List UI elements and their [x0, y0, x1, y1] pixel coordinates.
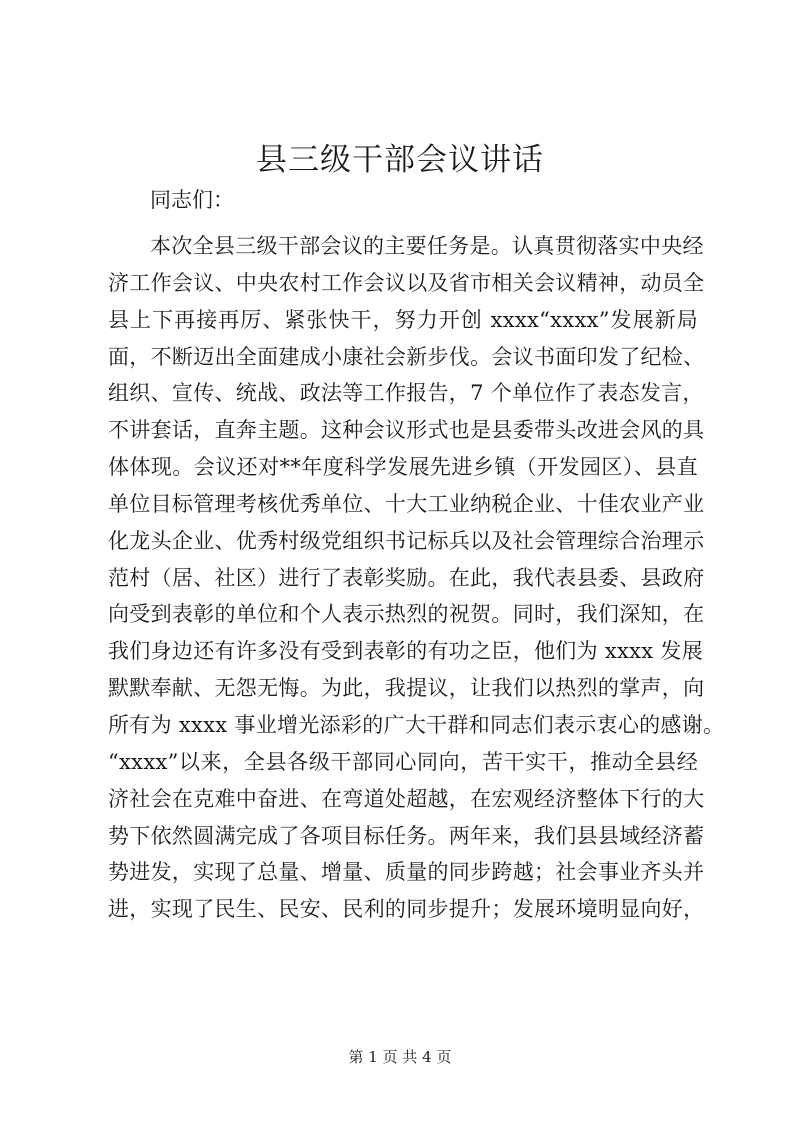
body-line: 本次全县三级干部会议的主要任务是。认真贯彻落实中央经 — [150, 234, 704, 258]
body-line: 范村（居、社区）进行了表彰奖励。在此，我代表县委、县政府 — [108, 565, 705, 590]
body-line: 势下依然圆满完成了各项目标任务。两年来，我们县县域经济蓄 — [108, 823, 705, 848]
body-line: 默默奉献、无怨无悔。为此，我提议，让我们以热烈的掌声，向 — [108, 676, 705, 701]
body-line: 我们身边还有许多没有受到表彰的有功之臣，他们为 xxxx 发展 — [108, 639, 704, 664]
body-line: 组织、宣传、统战、政法等工作报告，7 个单位作了表态发言， — [108, 381, 704, 406]
body-line: 面，不断迈出全面建成小康社会新步伐。会议书面印发了纪检、 — [108, 344, 705, 369]
page-number-footer: 第 1 页 共 4 页 — [348, 1048, 452, 1066]
body-line: 势进发，实现了总量、增量、质量的同步跨越；社会事业齐头并 — [108, 860, 705, 885]
body-text — [108, 228, 725, 928]
body-line: 化龙头企业、优秀村级党组织书记标兵以及社会管理综合治理示 — [108, 528, 705, 553]
body-line: 体体现。会议还对**年度科学发展先进乡镇（开发园区）、县直 — [108, 455, 698, 480]
body-line: 不讲套话，直奔主题。这种会议形式也是县委带头改进会风的具 — [108, 418, 705, 443]
body-line: 向受到表彰的单位和个人表示热烈的祝贺。同时，我们深知，在 — [108, 602, 705, 627]
body-line: 济社会在克难中奋进、在弯道处超越，在宏观经济整体下行的大 — [108, 786, 705, 811]
body-line: 所有为 xxxx 事业增光添彩的广大干群和同志们表示衷心的感谢。 — [108, 712, 725, 737]
body-line: 单位目标管理考核优秀单位、十大工业纳税企业、十佳农业产业 — [108, 491, 705, 516]
body-line: “xxxx”以来，全县各级干部同心同向，苦干实干，推动全县经 — [108, 749, 698, 774]
body-line: 济工作会议、中央农村工作会议以及省市相关会议精神，动员全 — [108, 270, 705, 295]
body-line: 进，实现了民生、民安、民利的同步提升；发展环境明显向好， — [108, 897, 705, 922]
document-title: 县三级干部会议讲话 — [256, 142, 544, 178]
body-line: 县上下再接再厉、紧张快干，努力开创 xxxx“xxxx”发展新局 — [108, 307, 698, 332]
salutation: 同志们： — [150, 188, 234, 212]
